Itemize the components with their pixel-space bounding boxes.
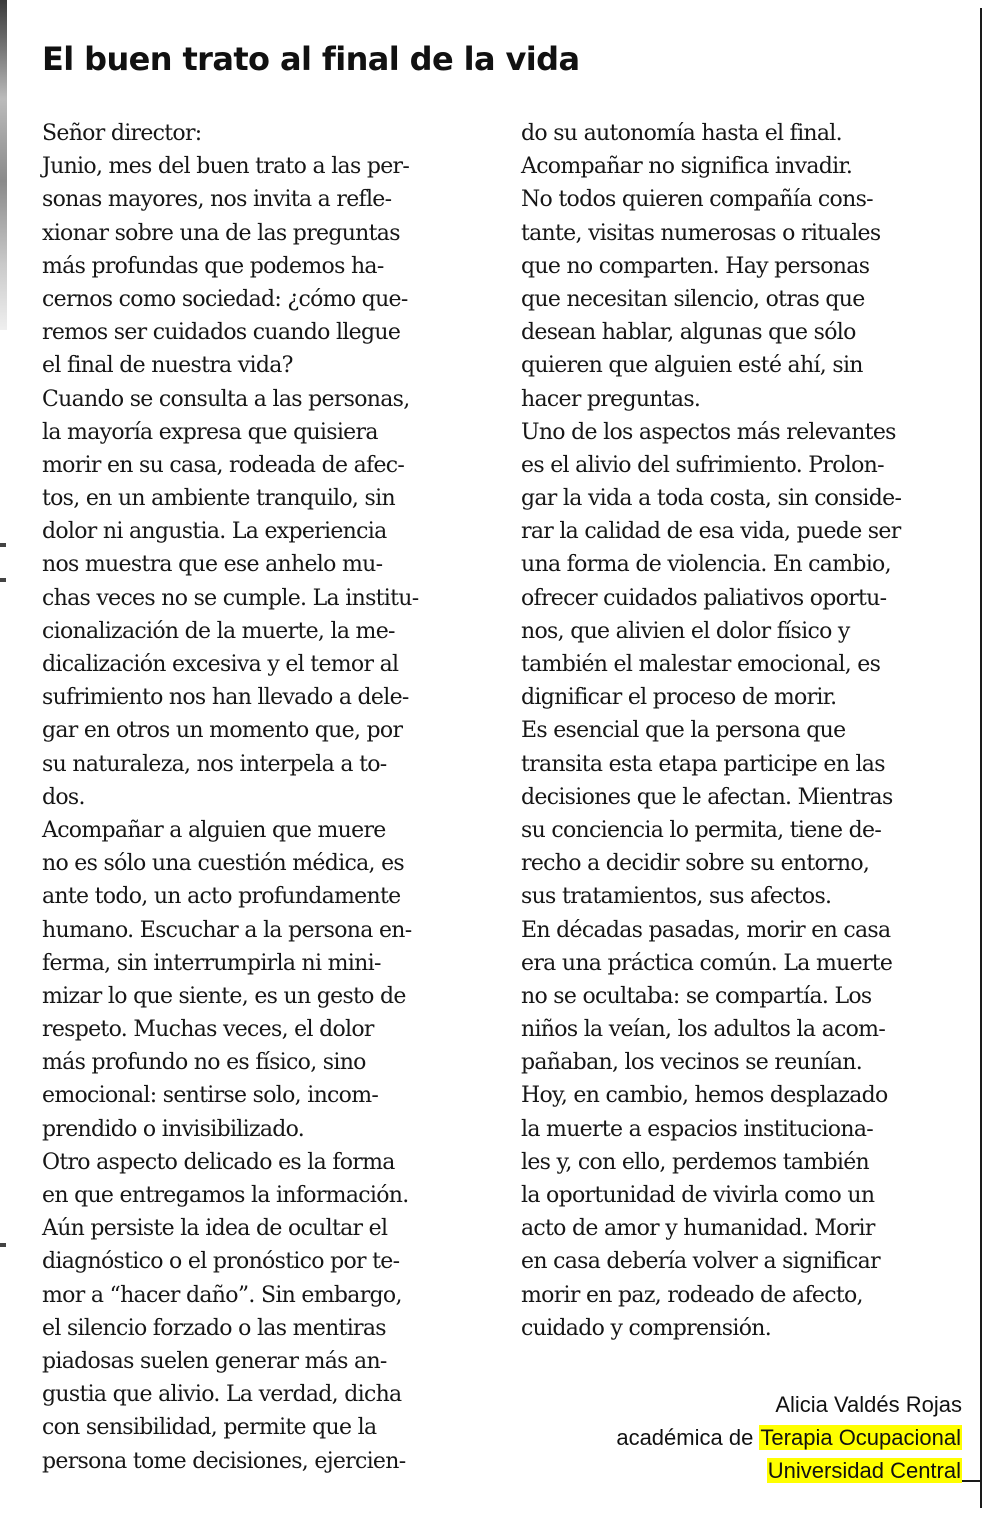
text-line: no es sólo una cuestión médica, es [42, 851, 404, 877]
text-line: quieren que alguien esté ahí, sin [521, 353, 863, 379]
text-line: gustia que alivio. La verdad, dicha [42, 1382, 402, 1408]
text-line: remos ser cuidados cuando llegue [42, 320, 401, 346]
text-line: dolor ni angustia. La experiencia [42, 519, 387, 545]
text-line: cuidado y comprensión. [521, 1315, 772, 1341]
text-line: morir en su casa, rodeada de afec- [42, 452, 405, 478]
page-edge-strip [0, 0, 7, 330]
text-line: ante todo, un acto profundamente [42, 884, 401, 910]
text-line: nos, que alivien el dolor físico y [521, 618, 850, 644]
text-line: el silencio forzado o las mentiras [42, 1315, 386, 1341]
text-line: mizar lo que siente, es un gesto de [42, 983, 406, 1009]
text-line: transita esta etapa participe en las [521, 751, 885, 777]
text-line: emocional: sentirse solo, incom- [42, 1083, 379, 1109]
text-line: rar la calidad de esa vida, puede ser [521, 519, 901, 545]
text-line: chas veces no se cumple. La institu- [42, 585, 419, 611]
text-line: recho a decidir sobre su entorno, [521, 851, 870, 877]
text-line: morir en paz, rodeado de afecto, [521, 1282, 863, 1308]
text-line: también el malestar emocional, es [521, 652, 881, 677]
text-line: hacer preguntas. [521, 386, 701, 412]
text-line: su conciencia lo permita, tiene de- [521, 817, 882, 843]
text-line: humano. Escuchar a la persona en- [42, 917, 412, 943]
text-line: pañaban, los vecinos se reunían. [521, 1050, 862, 1076]
column-rule [980, 8, 982, 1508]
author-role-prefix: académica de [616, 1425, 760, 1450]
text-line: es el alivio del sufrimiento. Prolon- [521, 452, 884, 478]
article-column-right [521, 117, 969, 1345]
text-line: do su autonomía hasta el final. [521, 121, 842, 146]
author-role [616, 1421, 962, 1454]
text-line: Otro aspecto delicado es la forma [42, 1149, 395, 1175]
text-line: sonas mayores, nos invita a refle- [42, 187, 392, 213]
text-line: que no comparten. Hay personas [521, 253, 870, 279]
text-line: desean hablar, algunas que sólo [521, 320, 856, 346]
text-line: Aún persiste la idea de ocultar el [42, 1216, 388, 1242]
text-line: su naturaleza, nos interpela a to- [42, 751, 387, 777]
text-line: En décadas pasadas, morir en casa [521, 917, 891, 943]
text-line: que necesitan silencio, otras que [521, 286, 865, 312]
text-line: les y, con ello, perdemos también [521, 1149, 870, 1175]
text-line: dignificar el proceso de morir. [521, 685, 837, 711]
text-line: el final de nuestra vida? [42, 353, 293, 379]
text-line: la oportunidad de vivirla como un [521, 1183, 875, 1208]
text-line: era una práctica común. La muerte [521, 950, 893, 976]
text-line: la muerte a espacios instituciona- [521, 1116, 873, 1142]
page-edge-mark [0, 543, 6, 547]
text-line: Uno de los aspectos más relevantes [521, 419, 896, 445]
text-line: dicalización excesiva y el temor al [42, 652, 399, 677]
text-line: ferma, sin interrumpirla ni mini- [42, 950, 381, 976]
text-line: diagnóstico o el pronóstico por te- [42, 1249, 400, 1275]
article-column-left [42, 117, 490, 1478]
text-line: acto de amor y humanidad. Morir [521, 1216, 875, 1242]
text-line: tante, visitas numerosas o rituales [521, 220, 881, 246]
author-institution: Universidad Central [767, 1458, 961, 1483]
page-edge-mark [0, 1243, 6, 1247]
text-line: Acompañar a alguien que muere [42, 817, 386, 843]
page-edge-mark [0, 578, 6, 582]
text-line: niños la veían, los adultos la acom- [521, 1017, 886, 1043]
bottom-rule [960, 1480, 982, 1482]
text-line: No todos quieren compañía cons- [521, 187, 873, 213]
text-line: ofrecer cuidados paliativos oportu- [521, 585, 887, 611]
text-line: más profundo no es físico, sino [42, 1050, 366, 1076]
text-line: dos. [42, 784, 85, 810]
text-line: no se ocultaba: se compartía. Los [521, 983, 872, 1009]
text-line: gar la vida a toda costa, sin conside- [521, 486, 902, 512]
text-line: más profundas que podemos ha- [42, 253, 384, 279]
text-line: con sensibilidad, permite que la [42, 1415, 377, 1441]
text-line: en casa debería volver a significar [521, 1249, 880, 1275]
text-line: Cuando se consulta a las personas, [42, 386, 410, 412]
text-line: Hoy, en cambio, hemos desplazado [521, 1083, 888, 1109]
text-line: nos muestra que ese anhelo mu- [42, 552, 383, 578]
article-title: El buen trato al final de la vida [42, 40, 580, 78]
text-line: cionalización de la muerte, la me- [42, 618, 395, 644]
text-line: prendido o invisibilizado. [42, 1116, 305, 1142]
text-line: decisiones que le afectan. Mientras [521, 784, 893, 810]
text-line: persona tome decisiones, ejercien- [42, 1448, 406, 1474]
text-line: mor a “hacer daño”. Sin embargo, [42, 1282, 402, 1308]
text-line: Señor director: [42, 121, 202, 146]
text-line: gar en otros un momento que, por [42, 718, 403, 744]
author-role-highlight: Terapia Ocupacional [760, 1425, 961, 1450]
text-line: Es esencial que la persona que [521, 718, 846, 744]
text-line: respeto. Muchas veces, el dolor [42, 1017, 374, 1043]
author-institution-line [616, 1454, 962, 1487]
text-line: Acompañar no significa invadir. [521, 154, 853, 180]
text-line: xionar sobre una de las preguntas [42, 220, 400, 246]
text-line: sus tratamientos, sus afectos. [521, 884, 832, 910]
text-line: la mayoría expresa que quisiera [42, 419, 378, 445]
signature-block [616, 1388, 962, 1487]
text-line: una forma de violencia. En cambio, [521, 552, 891, 578]
text-line: piadosas suelen generar más an- [42, 1348, 387, 1374]
text-line: cernos como sociedad: ¿cómo que- [42, 286, 408, 312]
author-name: Alicia Valdés Rojas [775, 1392, 962, 1417]
text-line: sufrimiento nos han llevado a dele- [42, 685, 409, 711]
text-line: Junio, mes del buen trato a las per- [42, 154, 410, 180]
text-line: tos, en un ambiente tranquilo, sin [42, 486, 395, 512]
text-line: en que entregamos la información. [42, 1183, 409, 1208]
